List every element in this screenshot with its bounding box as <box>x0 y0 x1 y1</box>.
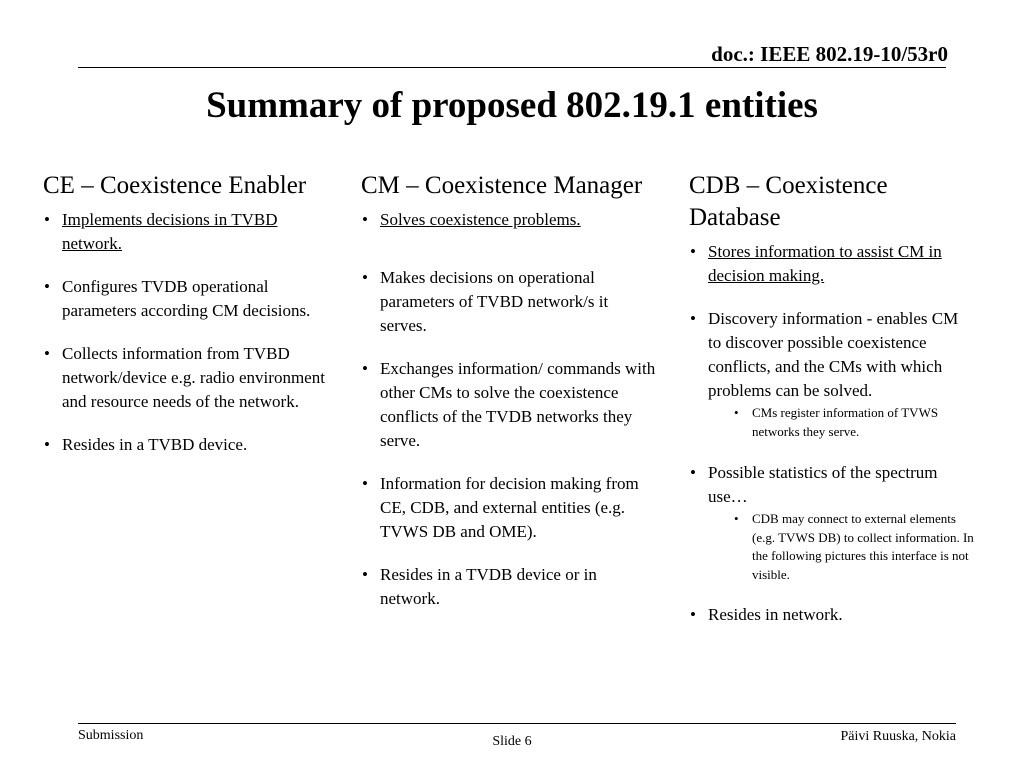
list-item: • Resides in a TVDB device or in network. <box>361 563 656 611</box>
cdb-bullet-list <box>689 240 974 627</box>
list-item: • Resides in a TVBD device. <box>43 433 328 457</box>
list-item <box>689 461 974 584</box>
list-item <box>689 240 974 288</box>
slide-number: Slide 6 <box>492 734 532 749</box>
list-item: • Exchanges information/ commands with other CMs to solve the coexistence conflicts of the TVDB networks they serve. <box>361 357 656 453</box>
list-item: • Makes decisions on operational parameters of TVBD network/s it serves. <box>361 266 656 338</box>
sub-list <box>708 404 974 441</box>
cm-item-text: Solves coexistence problems. <box>380 210 581 229</box>
list-item: • Configures TVDB operational parameters according CM decisions. <box>43 275 328 323</box>
footer-submission: Submission <box>78 728 144 743</box>
sub-list-item: • CMs register information of TVWS networks they serve. <box>708 404 974 441</box>
cdb-item-text: Possible statistics of the spectrum use… <box>708 463 938 506</box>
ce-heading: CE – Coexistence Enabler <box>43 172 307 199</box>
list-item <box>361 208 656 232</box>
cm-bullet-list <box>361 208 656 611</box>
cdb-heading: CDB – Coexistence Database <box>689 172 888 231</box>
cm-column <box>361 170 656 611</box>
sub-list <box>708 510 974 584</box>
slide-title: Summary of proposed 802.19.1 entities <box>206 85 818 126</box>
document-id: doc.: IEEE 802.19-10/53r0 <box>711 42 948 66</box>
ce-bullet-list <box>43 208 328 457</box>
ce-column <box>43 170 328 457</box>
cm-heading: CM – Coexistence Manager <box>361 172 643 199</box>
list-item <box>43 208 328 256</box>
header-divider <box>78 67 946 68</box>
footer-divider <box>78 723 956 724</box>
list-item: • Resides in network. <box>689 603 974 627</box>
cdb-column <box>689 170 974 627</box>
sub-list-item: • CDB may connect to external elements (e.g. TVWS DB) to collect information. In the following pictures this interface is not visible. <box>708 510 974 584</box>
list-item: • Collects information from TVBD network/device e.g. radio environment and resource needs of the network. <box>43 342 328 414</box>
footer-author: Päivi Ruuska, Nokia <box>840 729 956 744</box>
cdb-item-text: Discovery information - enables CM to discover possible coexistence conflicts, and the CMs with which problems can be solved. <box>708 309 959 400</box>
list-item: • Information for decision making from CE, CDB, and external entities (e.g. TVWS DB and OME). <box>361 472 656 544</box>
ce-item-text: Implements decisions in TVBD network. <box>62 210 278 253</box>
list-item <box>689 307 974 441</box>
cdb-item-text: Stores information to assist CM in decision making. <box>708 242 942 285</box>
